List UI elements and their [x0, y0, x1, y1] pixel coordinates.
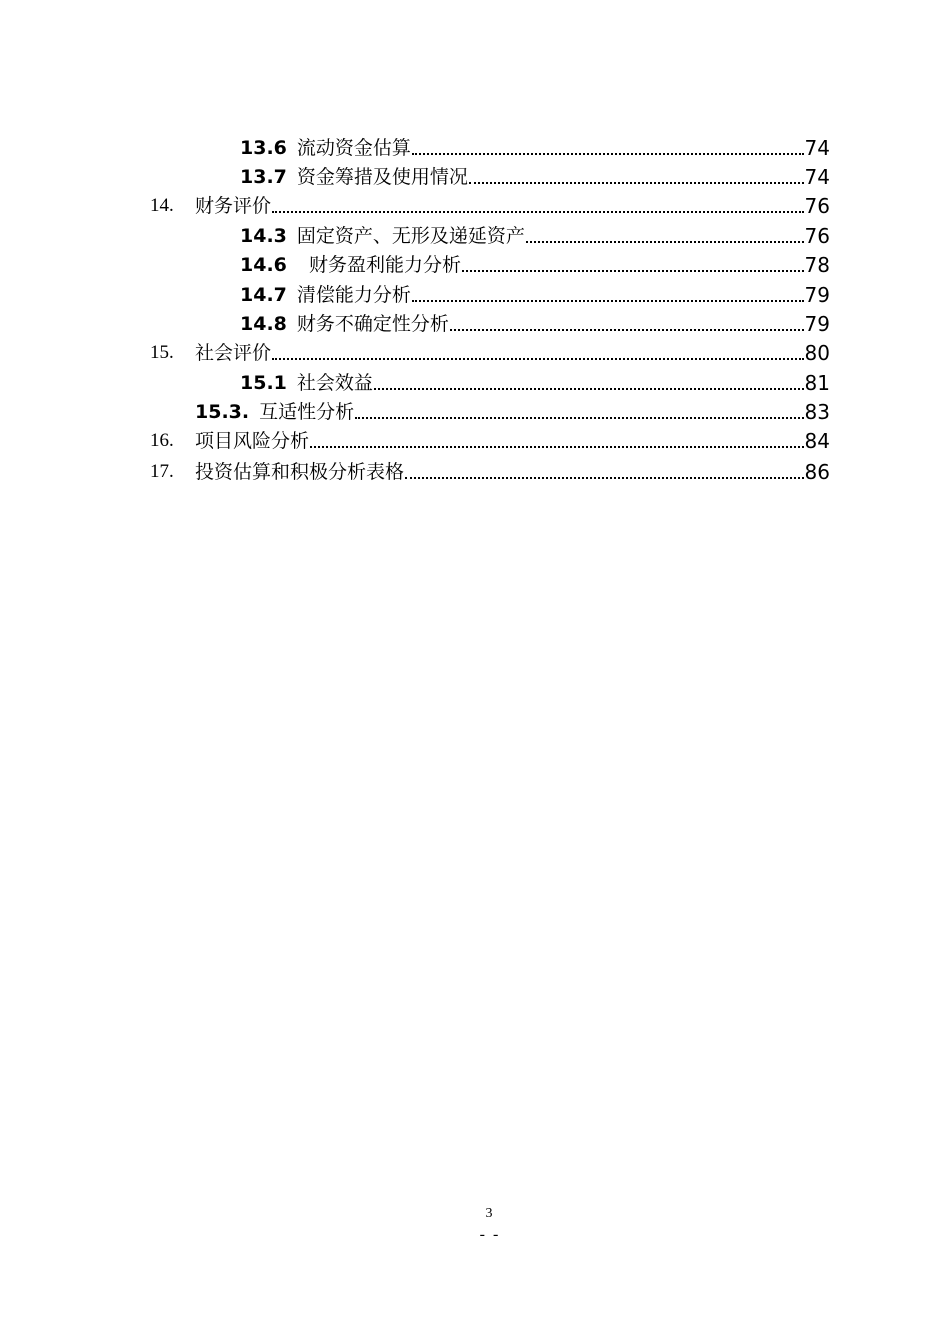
toc-entry[interactable] [240, 159, 830, 189]
footer-dashes: - - [479, 1226, 499, 1243]
dot-leader [272, 358, 804, 360]
dot-leader [412, 153, 804, 155]
toc-entry[interactable] [150, 335, 830, 365]
toc-entry[interactable] [195, 394, 830, 424]
toc-entry[interactable] [150, 188, 830, 218]
toc-entry-number: 14. [150, 195, 174, 216]
toc-entry-page: 84 [804, 429, 830, 453]
dot-leader [405, 477, 804, 479]
toc-entry-page: 74 [804, 136, 830, 160]
dot-leader [526, 241, 804, 243]
toc-entry-page: 78 [804, 253, 830, 277]
toc-entry-title: 固定资产、无形及递延资产 [296, 225, 525, 247]
toc-entry-number: 14.8 [240, 313, 287, 335]
toc-entry-title: 互适性分析 [259, 401, 355, 423]
toc-entry-number: 17. [150, 461, 174, 482]
toc-entry[interactable] [240, 306, 830, 336]
toc-entry-number: 13.6 [240, 137, 287, 159]
toc-entry-title: 财务评价 [195, 195, 272, 217]
toc-entry[interactable] [240, 365, 830, 395]
dot-leader [355, 417, 803, 419]
toc-entry-number: 14.6 [240, 254, 287, 276]
toc-entry-title: 社会评价 [195, 342, 272, 364]
toc-entry-number: 13.7 [240, 166, 287, 188]
toc-entry-page: 80 [804, 341, 830, 365]
dot-leader [462, 270, 804, 272]
toc-entry-page: 76 [804, 194, 830, 218]
toc-entry-page: 74 [804, 165, 830, 189]
toc-entry[interactable] [240, 277, 830, 307]
toc-entry-title: 项目风险分析 [195, 430, 310, 452]
toc-entry-page: 83 [804, 400, 830, 424]
toc-entry-number: 15.3. [195, 401, 250, 423]
toc-entry-number: 14.7 [240, 284, 287, 306]
toc-entry-number: 16. [150, 430, 174, 451]
toc-entry-title: 清偿能力分析 [296, 284, 411, 306]
toc-entry-page: 79 [804, 312, 830, 336]
toc-entry-number: 14.3 [240, 225, 287, 247]
toc-entry-title: 投资估算和积极分析表格 [195, 461, 405, 483]
toc-entry-title: 社会效益 [296, 372, 373, 394]
dot-leader [272, 211, 804, 213]
toc-entry-page: 81 [804, 371, 830, 395]
dot-leader [412, 300, 804, 302]
dot-leader [310, 446, 804, 448]
toc-entry-title: 财务不确定性分析 [296, 313, 449, 335]
toc-entry-title: 财务盈利能力分析 [296, 254, 461, 276]
dot-leader [469, 182, 804, 184]
toc-entry-number: 15. [150, 342, 174, 363]
toc-entry[interactable] [240, 247, 830, 277]
toc-entry-page: 79 [804, 283, 830, 307]
toc-entry[interactable] [150, 423, 830, 453]
toc-entry[interactable] [240, 130, 830, 160]
toc-entry[interactable] [240, 218, 830, 248]
toc-entry-title: 资金筹措及使用情况 [296, 166, 468, 188]
dot-leader [374, 388, 804, 390]
toc-entry-page: 86 [804, 460, 830, 484]
dot-leader [450, 329, 804, 331]
toc-entry-page: 76 [804, 224, 830, 248]
toc-entry[interactable] [150, 454, 830, 484]
page-number: 3 [485, 1206, 493, 1221]
toc-entry-title: 流动资金估算 [296, 137, 411, 159]
toc-entry-number: 15.1 [240, 372, 287, 394]
